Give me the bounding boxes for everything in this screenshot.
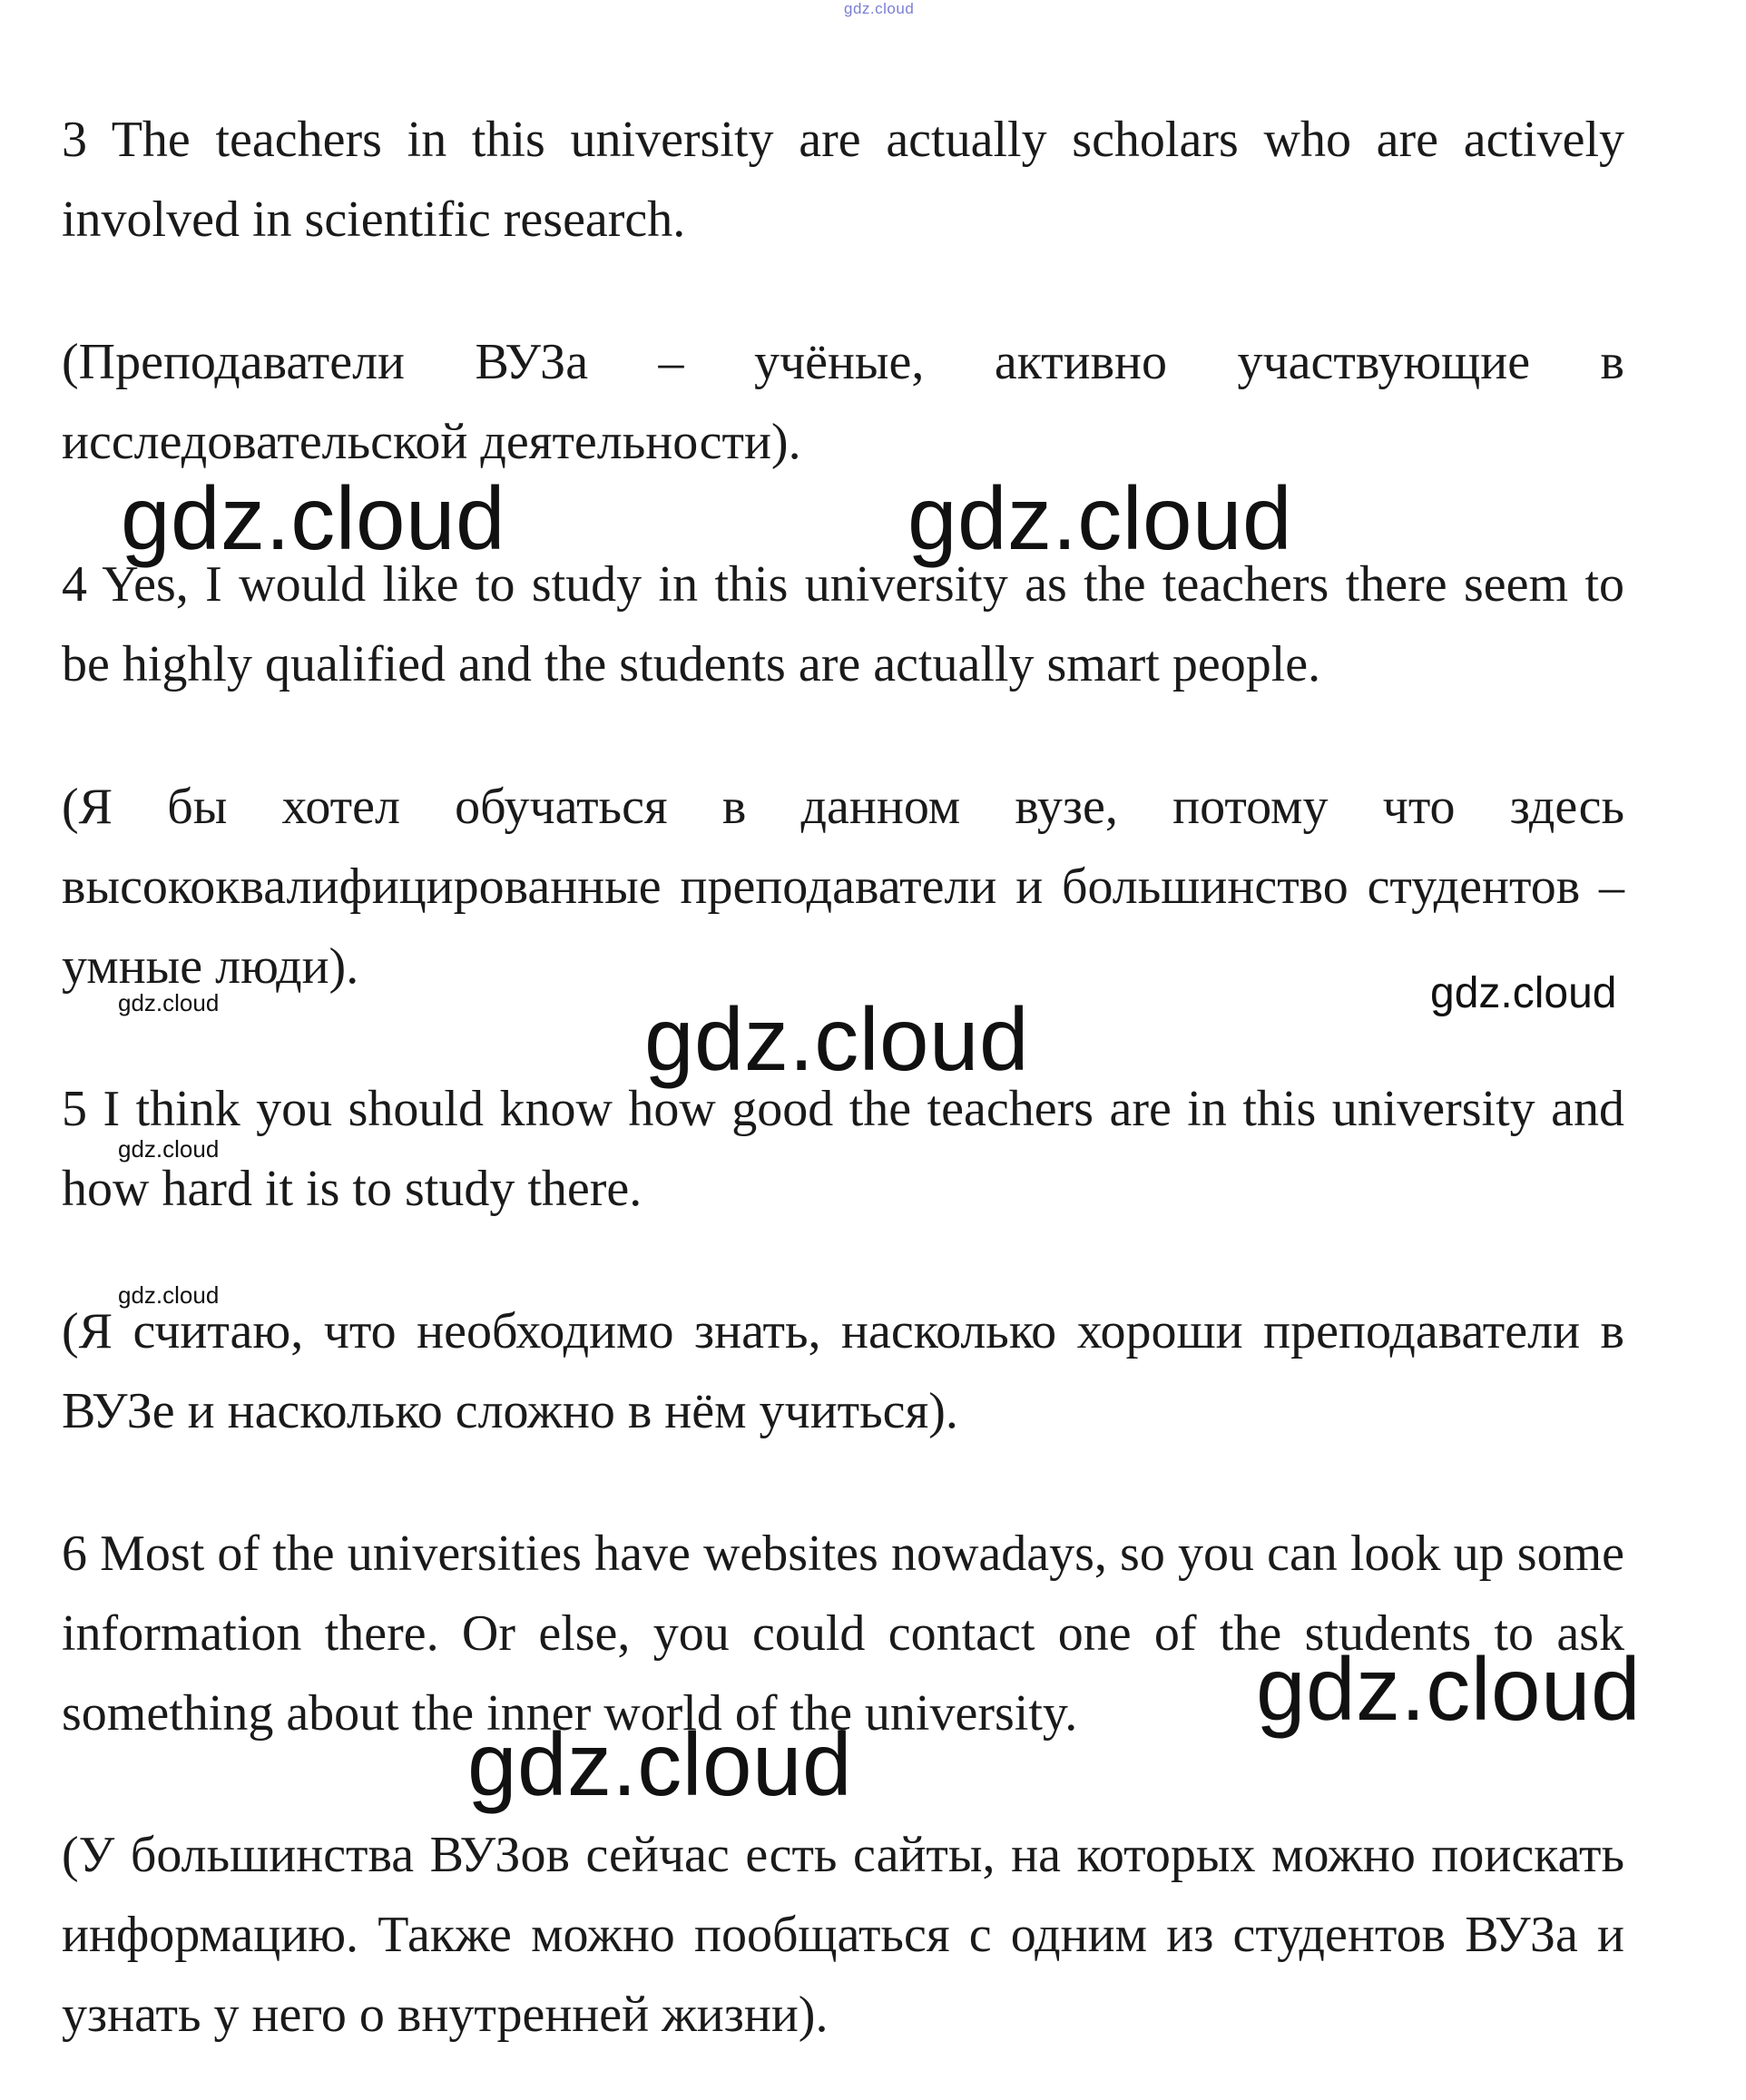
watermark: gdz.cloud — [907, 468, 1293, 568]
watermark: gdz.cloud — [118, 989, 220, 1016]
answer-3-english: 3 The teachers in this university are actually scholars who are actively involved in scientific research. — [62, 112, 1624, 248]
answer-5-english: 5 I think you should know how good the teachers are in this university and how hard it is to study there. — [62, 1081, 1624, 1217]
watermark: gdz.cloud — [1430, 969, 1617, 1017]
site-mark: gdz.cloud — [844, 0, 915, 17]
answer-3-russian: (Преподаватели ВУЗа – учёные, активно участвующие в исследовательской деятельности). — [62, 334, 1624, 470]
answer-6-russian: (У большинства ВУЗов сейчас есть сайты, на которых можно поискать информацию. Также можно пообщаться с одним из студентов ВУЗа и узнать у него о внутренней жизни). — [62, 1827, 1624, 2043]
watermark: gdz.cloud — [121, 468, 506, 568]
answer-4-russian: (Я бы хотел обучаться в данном вузе, потому что здесь высококвалифицированные преподаватели и большинство студентов – умные люди). — [62, 779, 1624, 995]
watermark: gdz.cloud — [118, 1281, 220, 1309]
answer-4-english: 4 Yes, I would like to study in this university as the teachers there seem to be highly qualified and the students are actually smart people. — [62, 556, 1624, 692]
answer-5-russian: (Я считаю, что необходимо знать, насколько хороши преподаватели в ВУЗе и насколько сложно в нём учиться). — [62, 1303, 1624, 1439]
watermark: gdz.cloud — [644, 989, 1030, 1089]
watermark: gdz.cloud — [1256, 1639, 1642, 1739]
watermark: gdz.cloud — [118, 1135, 220, 1163]
watermark: gdz.cloud — [467, 1714, 853, 1814]
answer-6-english: 6 Most of the universities have websites nowadays, so you can look up some information there. Or else, you could contact one of the students to ask something about the inner world of the university. — [62, 1526, 1624, 1742]
